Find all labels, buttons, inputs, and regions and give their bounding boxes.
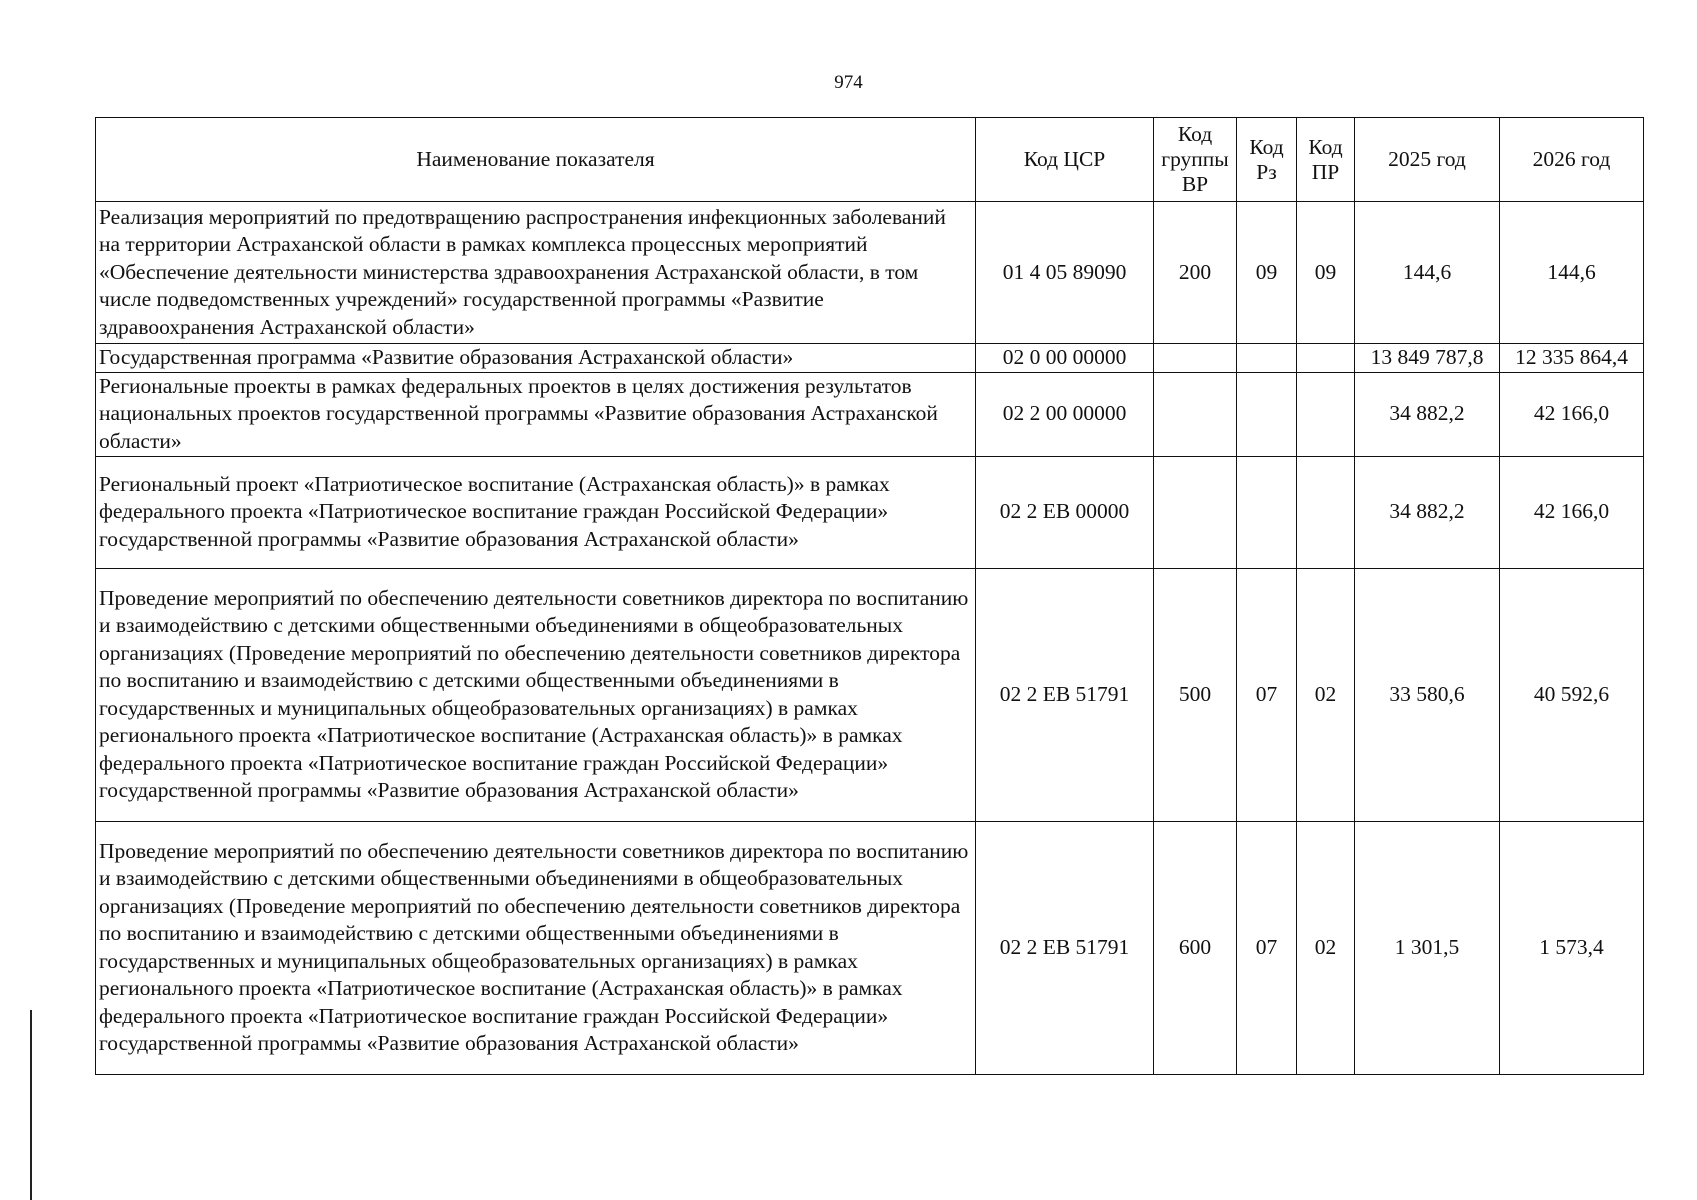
cell-2026: 144,6 (1500, 202, 1644, 344)
header-2025: 2025 год (1355, 118, 1500, 202)
table-row (96, 202, 1644, 344)
header-2026: 2026 год (1500, 118, 1644, 202)
table-header-row (96, 118, 1644, 202)
cell-2025: 34 882,2 (1355, 372, 1500, 456)
cell-pr: 02 (1297, 568, 1355, 821)
budget-table (95, 117, 1644, 1075)
cell-rz: 07 (1237, 821, 1297, 1074)
cell-rz (1237, 372, 1297, 456)
cell-pr (1297, 372, 1355, 456)
cell-rz: 07 (1237, 568, 1297, 821)
cell-2026: 1 573,4 (1500, 821, 1644, 1074)
cell-csr: 02 2 00 00000 (976, 372, 1154, 456)
table-row (96, 372, 1644, 456)
cell-csr: 02 0 00 00000 (976, 344, 1154, 373)
cell-2026: 42 166,0 (1500, 456, 1644, 568)
cell-name: Проведение мероприятий по обеспечению деятельности советников директора по воспитанию и взаимодействию с детскими общественными объединениями в общеобразовательных организациях (Проведение мероприятий по обеспечению деятельности советников директора по воспитанию и взаимодействию с детскими общественными объединениями в государственных и муниципальных общеобразовательных организациях) в рамках регионального проекта «Патриотическое воспитание (Астраханская область)» в рамках федерального проекта «Патриотическое воспитание граждан Российской Федерации» государственной программы «Развитие образования Астраханской области» (96, 568, 976, 821)
cell-csr: 02 2 ЕВ 00000 (976, 456, 1154, 568)
scan-edge-line (30, 1010, 32, 1200)
cell-pr (1297, 456, 1355, 568)
cell-2025: 1 301,5 (1355, 821, 1500, 1074)
cell-2026: 40 592,6 (1500, 568, 1644, 821)
cell-vr: 200 (1154, 202, 1237, 344)
cell-2026: 42 166,0 (1500, 372, 1644, 456)
header-pr: Код ПР (1297, 118, 1355, 202)
cell-2025: 33 580,6 (1355, 568, 1500, 821)
cell-2026: 12 335 864,4 (1500, 344, 1644, 373)
cell-pr: 02 (1297, 821, 1355, 1074)
table-row (96, 456, 1644, 568)
cell-name: Государственная программа «Развитие образования Астраханской области» (96, 344, 976, 373)
cell-name: Проведение мероприятий по обеспечению деятельности советников директора по воспитанию и взаимодействию с детскими общественными объединениями в общеобразовательных организациях (Проведение мероприятий по обеспечению деятельности советников директора по воспитанию и взаимодействию с детскими общественными объединениями в государственных и муниципальных общеобразовательных организациях) в рамках регионального проекта «Патриотическое воспитание (Астраханская область)» в рамках федерального проекта «Патриотическое воспитание граждан Российской Федерации» государственной программы «Развитие образования Астраханской области» (96, 821, 976, 1074)
page-number: 974 (834, 72, 863, 93)
cell-name: Реализация мероприятий по предотвращению распространения инфекционных заболеваний на территории Астраханской области в рамках комплекса процессных мероприятий «Обеспечение деятельности министерства здравоохранения Астраханской области, в том числе подведомственных учреждений» государственной программы «Развитие здравоохранения Астраханской области» (96, 202, 976, 344)
table-row (96, 568, 1644, 821)
cell-2025: 13 849 787,8 (1355, 344, 1500, 373)
header-rz: Код Рз (1237, 118, 1297, 202)
cell-csr: 01 4 05 89090 (976, 202, 1154, 344)
table-row (96, 344, 1644, 373)
header-name: Наименование показателя (96, 118, 976, 202)
cell-vr (1154, 344, 1237, 373)
cell-csr: 02 2 ЕВ 51791 (976, 568, 1154, 821)
cell-name: Региональные проекты в рамках федеральных проектов в целях достижения результатов национальных проектов государственной программы «Развитие образования Астраханской области» (96, 372, 976, 456)
cell-csr: 02 2 ЕВ 51791 (976, 821, 1154, 1074)
header-vr: Код группы ВР (1154, 118, 1237, 202)
cell-pr (1297, 344, 1355, 373)
cell-pr: 09 (1297, 202, 1355, 344)
table-row (96, 821, 1644, 1074)
cell-rz (1237, 344, 1297, 373)
cell-vr (1154, 456, 1237, 568)
cell-2025: 34 882,2 (1355, 456, 1500, 568)
cell-2025: 144,6 (1355, 202, 1500, 344)
cell-rz: 09 (1237, 202, 1297, 344)
header-csr: Код ЦСР (976, 118, 1154, 202)
cell-rz (1237, 456, 1297, 568)
cell-vr: 600 (1154, 821, 1237, 1074)
cell-name: Региональный проект «Патриотическое воспитание (Астраханская область)» в рамках федерального проекта «Патриотическое воспитание граждан Российской Федерации» государственной программы «Развитие образования Астраханской области» (96, 456, 976, 568)
cell-vr (1154, 372, 1237, 456)
cell-vr: 500 (1154, 568, 1237, 821)
